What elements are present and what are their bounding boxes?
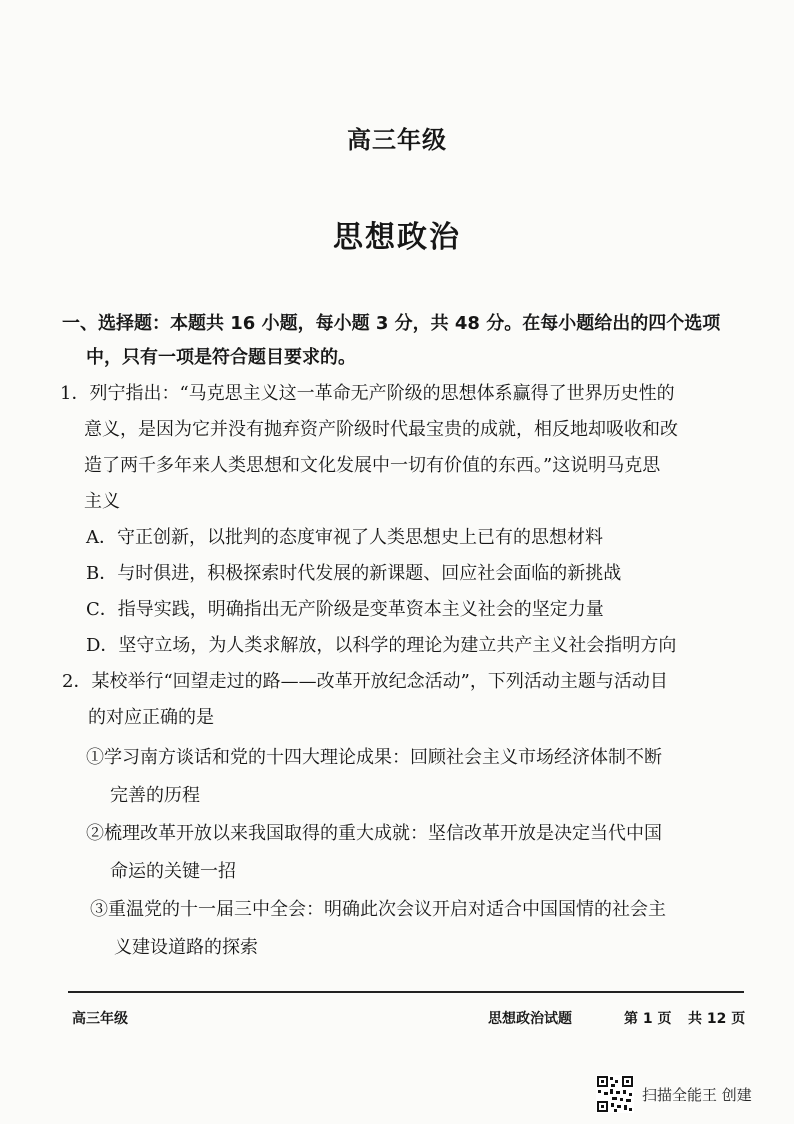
footer-subject: 思想政治试题 xyxy=(488,1011,572,1027)
option-d: D．坚守立场，为人类求解放，以科学的理论为建立共产主义社会指明方向 xyxy=(86,635,677,656)
statement-3: ③重温党的十一届三中全会：明确此次会议开启对适合中国国情的社会主 xyxy=(90,899,666,920)
section-heading-line: 一、选择题：本题共 16 小题，每小题 3 分，共 48 分。在每小题给出的四个选项 xyxy=(62,313,721,334)
statement-3-continued: 义建设道路的探索 xyxy=(114,937,258,958)
qr-code-icon xyxy=(596,1075,634,1113)
grade-title: 高三年级 xyxy=(347,126,447,154)
footer-page-number: 第 1 页 xyxy=(624,1011,672,1027)
statement-2-continued: 命运的关键一招 xyxy=(110,861,236,882)
footer-divider xyxy=(68,991,744,993)
statement-2: ②梳理改革开放以来我国取得的重大成就：坚信改革开放是决定当代中国 xyxy=(86,823,662,844)
statement-1-continued: 完善的历程 xyxy=(110,785,200,806)
question-stem-line: 的对应正确的是 xyxy=(88,707,214,728)
statement-1: ①学习南方谈话和党的十四大理论成果：回顾社会主义市场经济体制不断 xyxy=(86,747,662,768)
option-a: A．守正创新，以批判的态度审视了人类思想史上已有的思想材料 xyxy=(86,527,603,548)
section-heading-line: 中，只有一项是符合题目要求的。 xyxy=(86,347,356,368)
question-stem-line: 意义，是因为它并没有抛弃资产阶级时代最宝贵的成就，相反地却吸收和改 xyxy=(84,419,678,440)
footer-grade: 高三年级 xyxy=(72,1011,128,1027)
question-stem-line: 2．某校举行“回望走过的路——改革开放纪念活动”，下列活动主题与活动目 xyxy=(62,671,668,692)
scanner-watermark: 扫描全能王 创建 xyxy=(642,1086,752,1104)
subject-title: 思想政治 xyxy=(333,220,461,255)
question-stem-line: 造了两千多年来人类思想和文化发展中一切有价值的东西。”这说明马克思 xyxy=(84,455,661,476)
option-b: B．与时俱进，积极探索时代发展的新课题、回应社会面临的新挑战 xyxy=(86,563,622,584)
question-stem-line: 1．列宁指出：“马克思主义这一革命无产阶级的思想体系赢得了世界历史性的 xyxy=(60,383,675,404)
footer-page-total: 共 12 页 xyxy=(688,1011,746,1027)
question-stem-line: 主义 xyxy=(84,491,120,512)
option-c: C．指导实践，明确指出无产阶级是变革资本主义社会的坚定力量 xyxy=(86,599,604,620)
